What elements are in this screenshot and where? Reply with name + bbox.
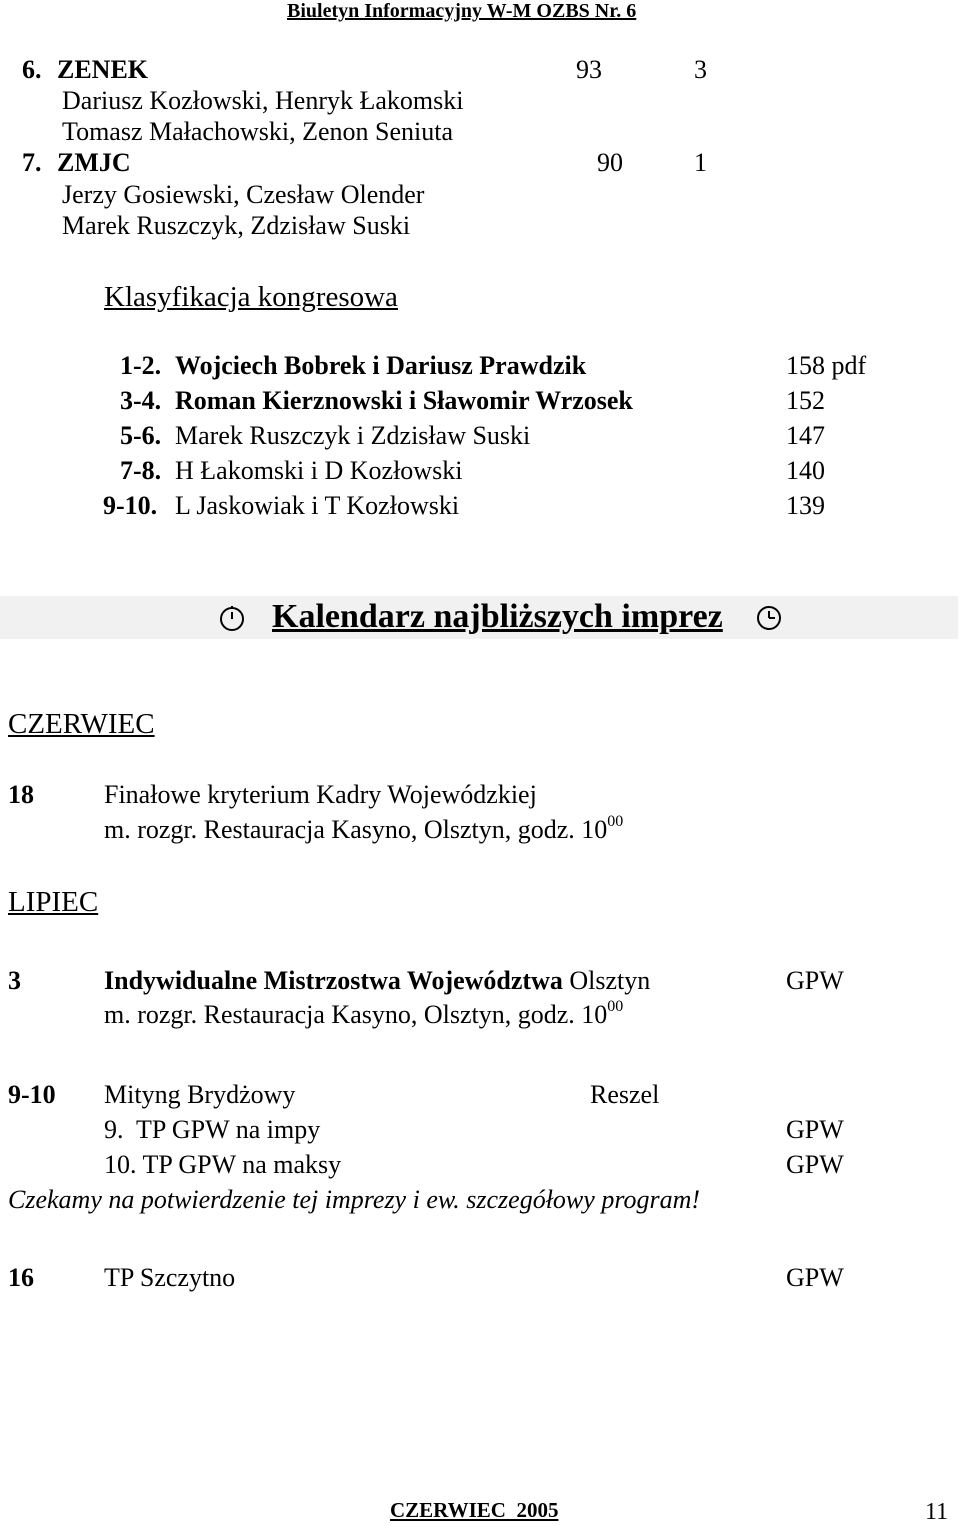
- congress-place-3: 5-6.: [120, 421, 162, 450]
- stopwatch-icon: [218, 603, 246, 631]
- calendar-title: Kalendarz najbliższych imprez: [272, 598, 723, 635]
- congress-names-1: Wojciech Bobrek i Dariusz Prawdzik: [175, 351, 587, 380]
- july-event1-day: 3: [8, 966, 21, 995]
- team-7-score: 90: [597, 148, 623, 177]
- july-event2-sub1: 9. TP GPW na impy: [104, 1115, 321, 1144]
- june-event-venue: m. rozgr. Restauracja Kasyno, Olsztyn, godz. $10^{00}$: [104, 813, 624, 844]
- july-event3-day: 16: [8, 1263, 34, 1292]
- team-6-name: ZENEK: [57, 55, 149, 84]
- july-event2-day: 9-10: [8, 1080, 56, 1109]
- june-event-day: 18: [8, 780, 34, 809]
- july-event2-sub2: 10. TP GPW na maksy: [104, 1150, 342, 1179]
- july-event3-name: TP Szczytno: [104, 1263, 236, 1292]
- july-event2-note: Czekamy na potwierdzenie tej imprezy i ew. szczegółowy program!: [8, 1185, 701, 1214]
- july-event2-place: Reszel: [590, 1080, 660, 1109]
- team-7-points: 1: [694, 148, 707, 177]
- congress-score-4: 140: [786, 456, 825, 485]
- team-7-members-line2: Marek Ruszczyk, Zdzisław Suski: [62, 211, 411, 240]
- team-6-score: 93: [576, 55, 602, 84]
- page-number: 11: [925, 1499, 949, 1525]
- team-7-members-line1: Jerzy Gosiewski, Czesław Olender: [62, 180, 425, 209]
- footer-issue: CZERWIEC 2005: [390, 1498, 559, 1522]
- july-event2-sub2-tag: GPW: [786, 1150, 844, 1179]
- congress-place-2: 3-4.: [120, 386, 162, 415]
- congress-score-3: 147: [786, 421, 825, 450]
- congress-names-4: H Łakomski i D Kozłowski: [175, 456, 463, 485]
- clock-icon: [755, 603, 783, 631]
- team-6-members-line2: Tomasz Małachowski, Zenon Seniuta: [62, 117, 453, 146]
- july-event2-sub1-tag: GPW: [786, 1115, 844, 1144]
- congress-heading: Klasyfikacja kongresowa: [104, 281, 398, 313]
- team-6-members-line1: Dariusz Kozłowski, Henryk Łakomski: [62, 86, 464, 115]
- congress-score-2: 152: [786, 386, 825, 415]
- june-event-name: Finałowe kryterium Kadry Wojewódzkiej: [104, 780, 537, 809]
- july-event1-venue: m. rozgr. Restauracja Kasyno, Olsztyn, godz. $10^{00}$: [104, 998, 624, 1029]
- congress-names-2: Roman Kierznowski i Sławomir Wrzosek: [175, 386, 633, 415]
- july-event1-name: Indywidualne Mistrzostwa Województwa Olsztyn: [104, 966, 651, 995]
- congress-names-3: Marek Ruszczyk i Zdzisław Suski: [175, 421, 531, 450]
- month-june: CZERWIEC: [8, 708, 155, 740]
- team-6-points: 3: [694, 55, 707, 84]
- month-july: LIPIEC: [8, 886, 99, 918]
- team-7-number: 7.: [22, 148, 42, 177]
- july-event1-tag: GPW: [786, 966, 844, 995]
- bulletin-header: Biuletyn Informacyjny W-M OZBS Nr. 6: [287, 0, 637, 22]
- team-7-name: ZMJC: [57, 148, 131, 177]
- calendar-heading: [218, 598, 783, 636]
- july-event2-name: Mityng Brydżowy: [104, 1080, 296, 1109]
- team-6-number: 6.: [22, 55, 42, 84]
- congress-names-5: L Jaskowiak i T Kozłowski: [175, 491, 460, 520]
- congress-score-1: 158 pdf: [786, 351, 867, 380]
- congress-place-5: 9-10.: [103, 491, 158, 520]
- congress-place-1: 1-2.: [120, 351, 162, 380]
- congress-place-4: 7-8.: [120, 456, 162, 485]
- congress-score-5: 139: [786, 491, 825, 520]
- july-event3-tag: GPW: [786, 1263, 844, 1292]
